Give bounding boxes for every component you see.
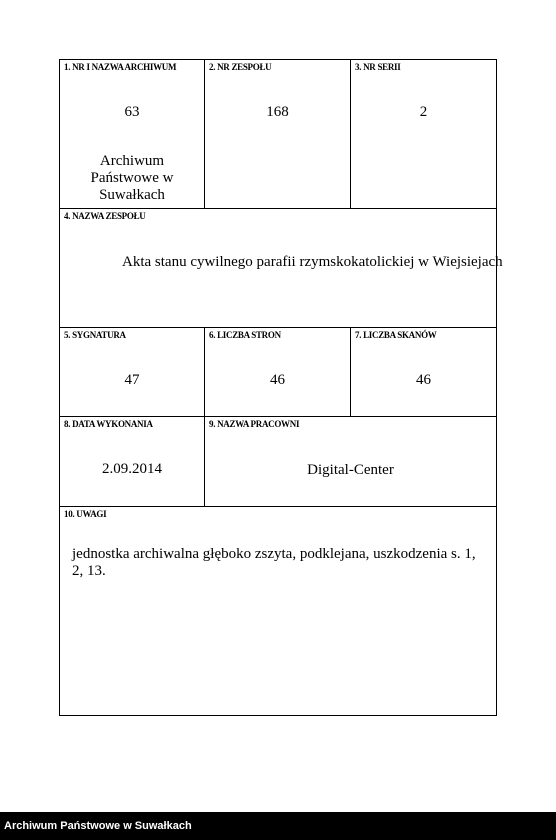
column-divider <box>204 59 205 209</box>
workshop-label: 9. NAZWA PRACOWNI <box>209 419 300 429</box>
pages-label: 6. LICZBA STRON <box>209 330 281 340</box>
pages-count: 46 <box>270 372 285 388</box>
fonds-number-label: 2. NR ZESPOŁU <box>209 62 272 72</box>
remarks-text: jednostka archiwalna głęboko zszyta, podklejana, uszkodzenia s. 1, 2, 13. <box>72 546 476 579</box>
execution-date: 2.09.2014 <box>102 461 162 477</box>
workshop-name: Digital-Center <box>307 462 394 478</box>
fonds-name: Akta stanu cywilnego parafii rzymskokatolickiej w Wiejsiejach <box>122 254 503 270</box>
archive-name: Archiwum Państwowe w Suwałkach <box>90 153 174 203</box>
footer-bar <box>0 812 556 840</box>
fonds-number: 168 <box>266 104 289 120</box>
signature: 47 <box>124 372 140 388</box>
footer-text: Archiwum Państwowe w Suwałkach <box>4 820 192 832</box>
remarks-label: 10. UWAGI <box>64 509 107 519</box>
date-label: 8. DATA WYKONANIA <box>64 419 153 429</box>
column-divider <box>350 59 351 209</box>
archive-label: 1. NR I NAZWA ARCHIWUM <box>64 62 177 72</box>
row-divider <box>59 208 497 209</box>
scans-count: 46 <box>416 372 431 388</box>
series-number: 2 <box>419 104 428 120</box>
signature-label: 5. SYGNATURA <box>64 330 126 340</box>
fonds-name-label: 4. NAZWA ZESPOŁU <box>64 211 146 221</box>
archive-number: 63 <box>124 104 140 120</box>
row-divider <box>59 416 497 417</box>
row-divider <box>59 327 497 328</box>
row-divider <box>59 506 497 507</box>
series-label: 3. NR SERII <box>355 62 401 72</box>
scans-label: 7. LICZBA SKANÓW <box>355 330 437 340</box>
